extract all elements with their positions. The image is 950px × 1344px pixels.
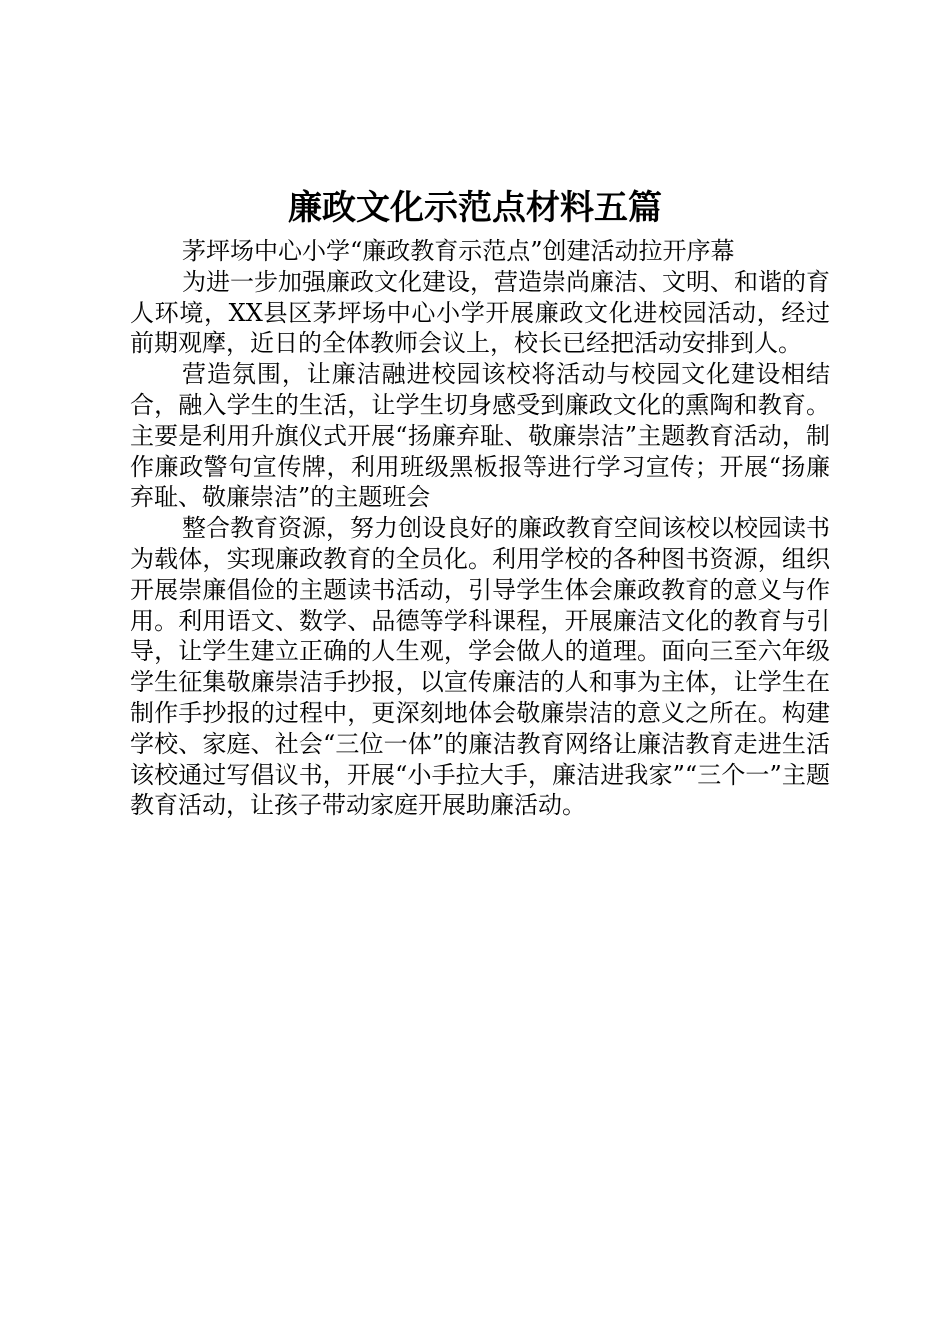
paragraph-atmosphere: 营造氛围，让廉洁融进校园该校将活动与校园文化建设相结合，融入学生的生活，让学生切身感受到廉政文化的熏陶和教育。主要是利用升旗仪式开展“扬廉弃耻、敬廉崇洁”主题教育活动，制作廉政警句宣传牌，利用班级黑板报等进行学习宣传；开展“扬廉弃耻、敬廉崇洁”的主题班会 (130, 360, 830, 512)
document-body (130, 236, 830, 821)
paragraph-resources: 整合教育资源，努力创设良好的廉政教育空间该校以校园读书为载体，实现廉政教育的全员化。利用学校的各种图书资源，组织开展崇廉倡俭的主题读书活动，引导学生体会廉政教育的意义与作用。利用语文、数学、品德等学科课程，开展廉洁文化的教育与引导，让学生建立正确的人生观，学会做人的道理。面向三至六年级学生征集敬廉崇洁手抄报，以宣传廉洁的人和事为主体，让学生在制作手抄报的过程中，更深刻地体会敬廉崇洁的意义之所在。构建学校、家庭、社会“三位一体”的廉洁教育网络让廉洁教育走进生活该校通过写倡议书，开展“小手拉大手，廉洁进我家”“三个一”主题教育活动，让孩子带动家庭开展助廉活动。 (130, 514, 830, 820)
paragraph-subtitle: 茅坪场中心小学“廉政教育示范点”创建活动拉开序幕 (182, 237, 735, 265)
paragraph-intro: 为进一步加强廉政文化建设，营造崇尚廉洁、文明、和谐的育人环境，XX县区茅坪场中心小学开展廉政文化进校园活动，经过前期观摩，近日的全体教师会议上，校长已经把活动安排到人。 (130, 267, 830, 358)
document-title: 廉政文化示范点材料五篇 (288, 188, 662, 228)
